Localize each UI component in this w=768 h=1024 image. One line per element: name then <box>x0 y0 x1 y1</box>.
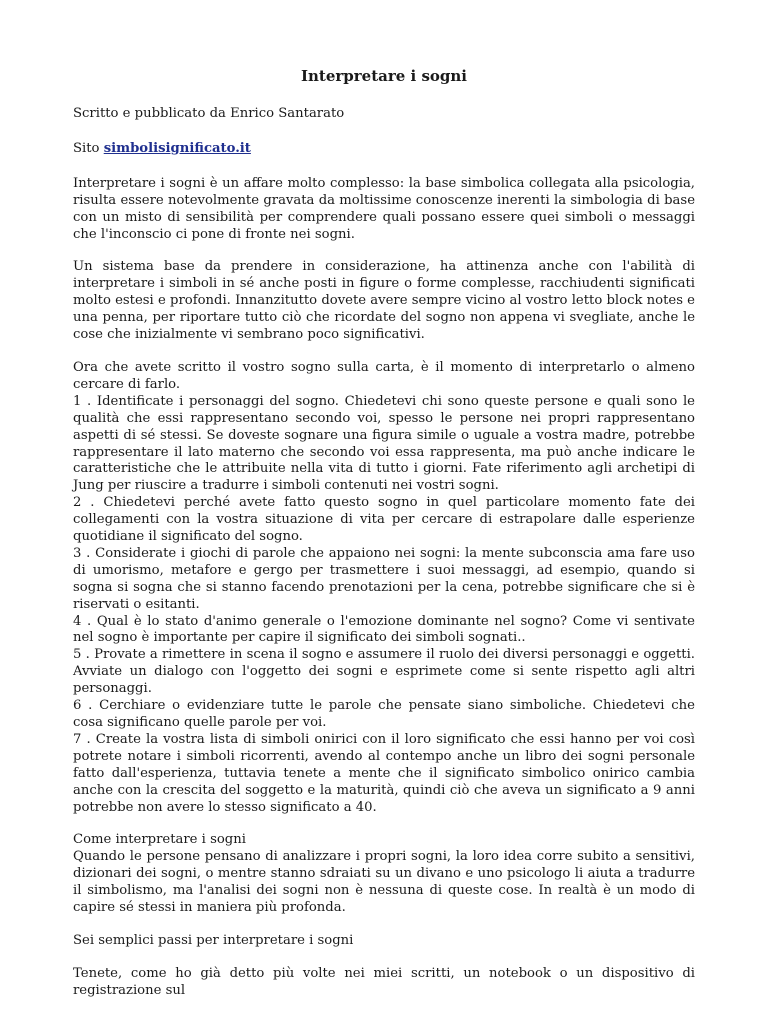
list-item-7: 7 . Create la vostra lista di simboli onirici con il loro significato che essi hanno per voi così potrete notare i simboli ricorrenti, avendo al contempo anche un libro dei sogni personale fatto dall'esperienza, tuttavia tenete a mente che il significato simbolico onirico cambia anche con la crescita del soggetto e la maturità, quindi ciò che aveva un significato a 9 anni potrebbe non avere lo stesso significato a 40. <box>73 731 695 815</box>
site-link[interactable]: simbolisignificato.it <box>103 140 251 156</box>
list-item-5: 5 . Provate a rimettere in scena il sogno e assumere il ruolo dei diversi personaggi e oggetti. Avviate un dialogo con l'oggetto dei sogni e esprimete come si sente rispetto agli altri personaggi. <box>73 647 695 697</box>
site-line <box>73 141 695 158</box>
section-heading-2: Sei semplici passi per interpretare i sogni <box>73 932 354 948</box>
list-item-6: 6 . Cerchiare o evidenziare tutte le parole che pensate siano simboliche. Chiedetevi che cosa significano quelle parole per voi. <box>73 698 695 730</box>
second-paragraph: Un sistema base da prendere in considerazione, ha attinenza anche con l'abilità di interpretare i simboli in sé anche posti in figure o forme complesse, racchiudenti significati molto estesi e profondi. Innanzitutto dovete avere sempre vicino al vostro letto block notes e una penna, per riportare tutto ciò che ricordate del sogno non appena vi svegliate, anche le cose che inizialmente vi sembrano poco significativi. <box>73 259 695 343</box>
last-paragraph: Tenete, come ho già detto più volte nei miei scritti, un notebook o un dispositivo di registrazione sul <box>73 965 695 998</box>
list-item-4: 4 . Qual è lo stato d'animo generale o l'emozione dominante nel sogno? Come vi sentivate nel sogno è importante per capire il significato dei simboli sognati.. <box>73 613 695 646</box>
list-item-1: 1 . Identificate i personaggi del sogno. Chiedetevi chi sono queste persone e quali sono le qualità che essi rappresentano secondo voi, spesso le persone nei propri rappresentano aspetti di sé stessi. Se doveste sognare una figura simile o uguale a vostra madre, potrebbe rappresentare il lato materno che secondo voi essa rappresenta, ma può anche indicare le caratteristiche che le attribuite nella vita di tutto i giorni. Fate riferimento agli archetipi di Jung per riuscire a tradurre i simboli contenuti nei vostri sogni. <box>73 393 695 494</box>
section-heading-1: Come interpretare i sogni <box>73 832 246 848</box>
third-paragraph-intro: Ora che avete scritto il vostro sogno sulla carta, è il momento di interpretarlo o almeno cercare di farlo. <box>73 359 695 392</box>
intro-paragraph: Interpretare i sogni è un affare molto complesso: la base simbolica collegata alla psicologia, risulta essere notevolmente gravata da moltissime conoscenze inerenti la simbologia di base con un misto di sensibilità per comprendere quali possano essere quei simboli o messaggi che l'inconscio ci pone di fronte nei sogni. <box>73 175 695 242</box>
document-title: Interpretare i sogni <box>300 67 467 85</box>
site-prefix: Sito <box>73 140 100 156</box>
section-paragraph-1: Quando le persone pensano di analizzare i propri sogni, la loro idea corre subito a sensitivi, dizionari dei sogni, o mentre stanno sdraiati su un divano e uno psicologo li aiuta a tradurre il simbolismo, ma l'analisi dei sogni non è nessuna di queste cose. In realtà è un modo di capire sé stessi in maniera più profonda. <box>73 849 695 916</box>
list-item-3: 3 . Considerate i giochi di parole che appaiono nei sogni: la mente subconscia ama fare uso di umorismo, metafore e gergo per trasmettere i suoi messaggi, ad esempio, quando si sogna si sogna che si stanno facendo prenotazioni per la cena, potrebbe significare che si è riservati o esitanti. <box>73 545 695 612</box>
list-item-2: 2 . Chiedetevi perché avete fatto questo sogno in quel particolare momento fate dei collegamenti con la vostra situazione di vita per cercare di estrapolare dalle esperienze quotidiane il significato del sogno. <box>73 495 695 545</box>
author-line: Scritto e pubblicato da Enrico Santarato <box>73 106 345 121</box>
